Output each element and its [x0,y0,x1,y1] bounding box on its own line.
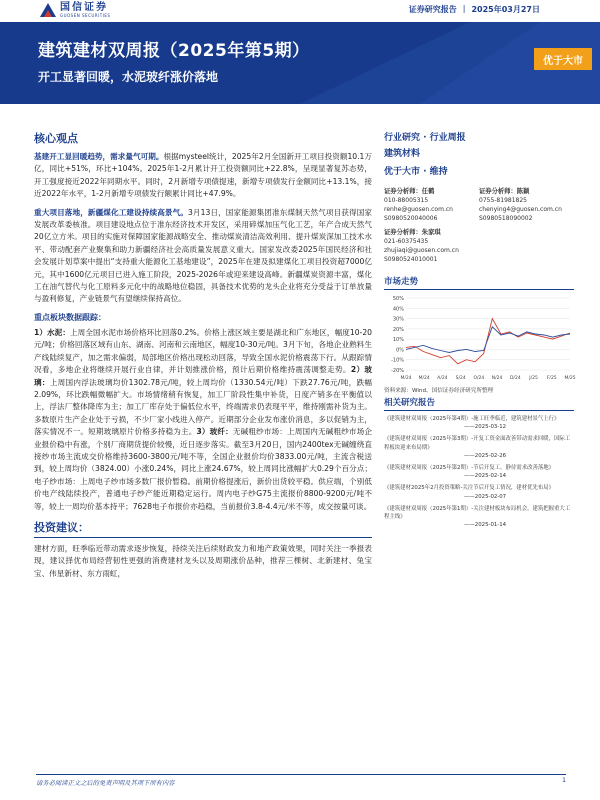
brand-name-en: GUOSEN SECURITIES [60,12,111,18]
lead-projects: 重大项目落地，新疆煤化工建设持续高景气。 [34,207,188,217]
related-report-item[interactable] [384,415,574,431]
analyst-email[interactable]: renhe@guosen.com.cn [384,206,453,213]
paragraph-infrastructure [34,151,372,201]
brand-logo [40,2,110,18]
related-report-title[interactable]: 《建筑建材双周报（2025年第4期）-施工旺季临近，建筑建材景气上行》 [384,416,560,422]
x-tick-label: D/24 [509,376,521,381]
y-tick-label: 0% [396,347,404,354]
paragraph-projects [34,207,372,306]
industry-label: 行业研究 · 行业周报 [384,133,466,143]
main-content [34,130,372,580]
logo-mark-icon [40,3,56,17]
meta-separator: | [462,4,466,13]
text-infrastructure: 根据mysteel统计，2025年2月全国新开工项目投资额10.1万亿，同比+51%，环比+104%。2025年1-2月累计开工投资额同比+22.8%，呈现显著复苏态势，开工强度接近2022年同期水平。同时，2月新增专项债提速，新增专项债发行金额同比+13.1%，接近2022年水平，1-2月新增专项债发行额累计同比+47.9%。 [34,152,372,199]
market-trend-chart [384,294,574,382]
related-report-item[interactable] [384,505,574,530]
x-tick-label: F/25 [546,376,557,381]
label-fiberglass: 3）玻纤： [196,427,233,437]
related-report-date: ——2025-02-26 [464,452,507,459]
analyst-cert: S0980518090002 [479,215,533,222]
label-glass: 2）玻璃： [34,365,372,387]
related-reports-list [384,415,574,529]
x-tick-label: O/24 [473,376,485,381]
related-reports-title: 相关研究报告 [384,396,574,411]
text-cement: 上周全国水泥市场价格环比回落0.2%。价格上涨区域主要是湖北和广东地区，幅度10-20元/吨；价格回落区域有山东、湖南、河南和云南地区，幅度10-30元/吨。3月下旬，各地企业熟料生产线陆续复产，加之需求偏弱，局部地区价格出现松动回落，导致全国水泥价格震荡下行。从跟踪情况看，多地企业将继续开展行业自律，并计划推涨价格，预计后期价格维持震荡调整走势。 [34,327,372,375]
series-line [406,327,570,353]
series-line [406,319,570,364]
y-tick-label: 40% [392,306,404,313]
report-title: 建筑建材双周报（2025年第5期） [38,41,310,61]
market-trend-title: 市场走势 [384,275,574,290]
analyst-card [479,187,574,223]
analyst-phone: 021-60375435 [384,238,429,245]
y-tick-label: 20% [392,326,404,333]
x-tick-label: M/24 [400,376,412,381]
y-tick-label: 30% [392,316,404,323]
x-tick-label: N/24 [491,376,503,381]
analyst-email[interactable]: zhujiaqi@guosen.com.cn [384,247,459,254]
related-report-item[interactable] [384,435,574,460]
y-tick-label: -20% [391,368,404,374]
analyst-card [384,187,479,223]
analyst-email[interactable]: chenying4@guosen.com.cn [479,206,562,213]
related-report-date: ——2025-02-07 [464,493,507,500]
text-glass: 上周国内浮法玻璃均价1302.78元/吨，较上周均价（1330.54元/吨）下跌27.76元/吨，跌幅2.09%，环比跌幅微幅扩大。市场情绪稍有恢复，加工厂阶段性集中补货，日度产销多在平衡值以上，浮法厂整体降库为主；加工厂库存处于偏低位水平，终端需求仍表现平平，维持刚需补货为主。多数原片生产企业处于亏损，不少厂家小线进入停产。近期部分企业发布涨价消息，多以促销为主，落实情况不一。短期玻璃原片价格多持稳为主。 [34,377,372,437]
report-subtitle: 开工显著回暖，水泥玻纤涨价落地 [38,70,219,84]
y-tick-label: 10% [392,337,404,344]
text-projects: 3月13日，国家能源集团准东煤制天然气项目获得国家发展改革委核准。项目建设地点位于准东经济技术开发区，采用碎煤加压气化工艺，年产合成天然气20亿立方米。项目的实施对保障国家能源战略安全、推动煤炭清洁高效利用、提升煤炭深加工技术水平、带动配套产业聚集和助力新疆经济社会高质量发展意义重大。国家发改委2025年国民经济和社会发展计划草案中提出“支持重大能源化工基地建设”，2025年在建及拟建煤化工项目投资超7000亿元，其中1600亿元项目已进入施工阶段，2025-2026年或迎来建设高峰。新疆煤炭资源丰富，煤化工在油气替代与化工原料多元化中的战略地位稳固，具备技术优势的龙头企业将充分受益于订单放量与盈利修复，产业链景气有望继续保持高位。 [34,207,372,304]
sector-label: 建筑材料 [384,149,421,159]
y-tick-label: -10% [391,357,404,364]
chart-svg [384,294,574,382]
report-date: 2025年03月27日 [471,5,540,14]
y-tick-label: 50% [392,296,404,302]
related-report-item[interactable] [384,484,574,500]
report-header [0,0,600,22]
paragraph-investment-advice: 建材方面，旺季临近带动需求逐步恢复，持续关注后续财政发力和地产政策效果，同时关注一季报表现，建议择优布局经营韧性更强的消费建材龙头以及周期涨价品种，推荐三棵树、北新建材、兔宝宝、伟星新材、东方雨虹， [34,543,372,578]
analyst-list [384,187,574,269]
analyst-name: 证券分析师：陈颖 [479,188,530,195]
report-meta [409,4,540,15]
x-tick-label: J/25 [529,376,538,381]
paragraph-data-tracking [34,327,372,513]
x-tick-label: A/24 [437,376,448,381]
related-report-item[interactable] [384,464,574,480]
core-views-title: 核心观点 [34,132,78,145]
analyst-name: 证券分析师：任鹤 [384,188,435,195]
sidebar [384,130,574,529]
brand-name: 国信证券 [60,1,108,13]
disclaimer-footer: 请务必阅读正文之后的免责声明及其项下所有内容 [36,774,566,787]
related-report-title[interactable]: 《建筑建材双周报（2025年第1期）-关注建材板块布局机会，建筑把握重大工程主线》 [384,505,571,521]
related-report-date: ——2025-01-14 [464,522,507,529]
analyst-phone: 010-88005315 [384,197,429,204]
rating-label: 优于大市 · 维持 [384,167,448,177]
related-report-date: ——2025-03-12 [464,424,507,431]
investment-advice-title: 投资建议： [34,519,372,538]
analyst-phone: 0755-81981825 [479,197,527,204]
x-tick-label: S/24 [455,376,466,381]
page-number: 1 [561,777,566,784]
rating-badge: 优于大市 [534,48,592,70]
analyst-cert: S0980524010001 [384,256,438,263]
x-tick-label: M/24 [418,376,430,381]
x-tick-label: M/25 [564,376,576,381]
report-type: 证券研究报告 [408,5,457,14]
lead-infrastructure: 基建开工显回暖趋势，需求量气可期。 [34,152,164,161]
data-tracking-title: 重点板块数据跟踪： [34,312,106,322]
analyst-cert: S0980520040006 [384,215,438,222]
title-banner [0,22,600,104]
related-report-title[interactable]: 《建筑建材双周报（2025年第2期）-节后开复工，静待需求改善落地》 [384,465,555,472]
chart-source: 资料来源：Wind、国信证券经济研究所整理 [384,388,494,394]
text-fiberglass: 无碱粗纱市场：上周国内无碱粗纱市场企业报价稳中有涨，个别厂商期货提价较慢，近日逐步落实。截至3月20日，国内2400tex无碱缠绕直接纱市场主流成交价格维持3600-3800元/吨不等，全国企业报价均价3833.00元/吨，主流含税送到，较上周均价（3824.00）小涨0.24%，同比上涨24.67%，较上周同比涨幅扩大0.29个百分点；电子纱市场：上周电子纱市场多数厂报价暂稳。前期价格提涨后，新价出货较平稳。供应端，个别低价电产线陆续投产，普通电子纱产能近期稳定运行。周内电子纱G75主流报价8800-9200元/吨不等，较上一周均价基本持平；7628电子布报价亦趋稳，当前报价3.8-4.4元/米不等，成交按量可谈。 [34,427,373,511]
banner-pattern [0,22,600,104]
analyst-card [384,228,479,264]
label-cement: 1）水泥： [34,327,71,337]
analyst-name: 证券分析师：朱家琪 [384,229,441,236]
related-report-title[interactable]: 《建筑建材双周报（2025年第3期）-开复工资金面改善带动需求回暖，国际工程板块迎来布局期》 [384,436,571,451]
related-report-title[interactable]: 《建筑建材2025年2月投资策略-关注节后开复工情况，建材优先布局》 [384,485,555,492]
related-report-date: ——2025-02-14 [464,473,507,480]
